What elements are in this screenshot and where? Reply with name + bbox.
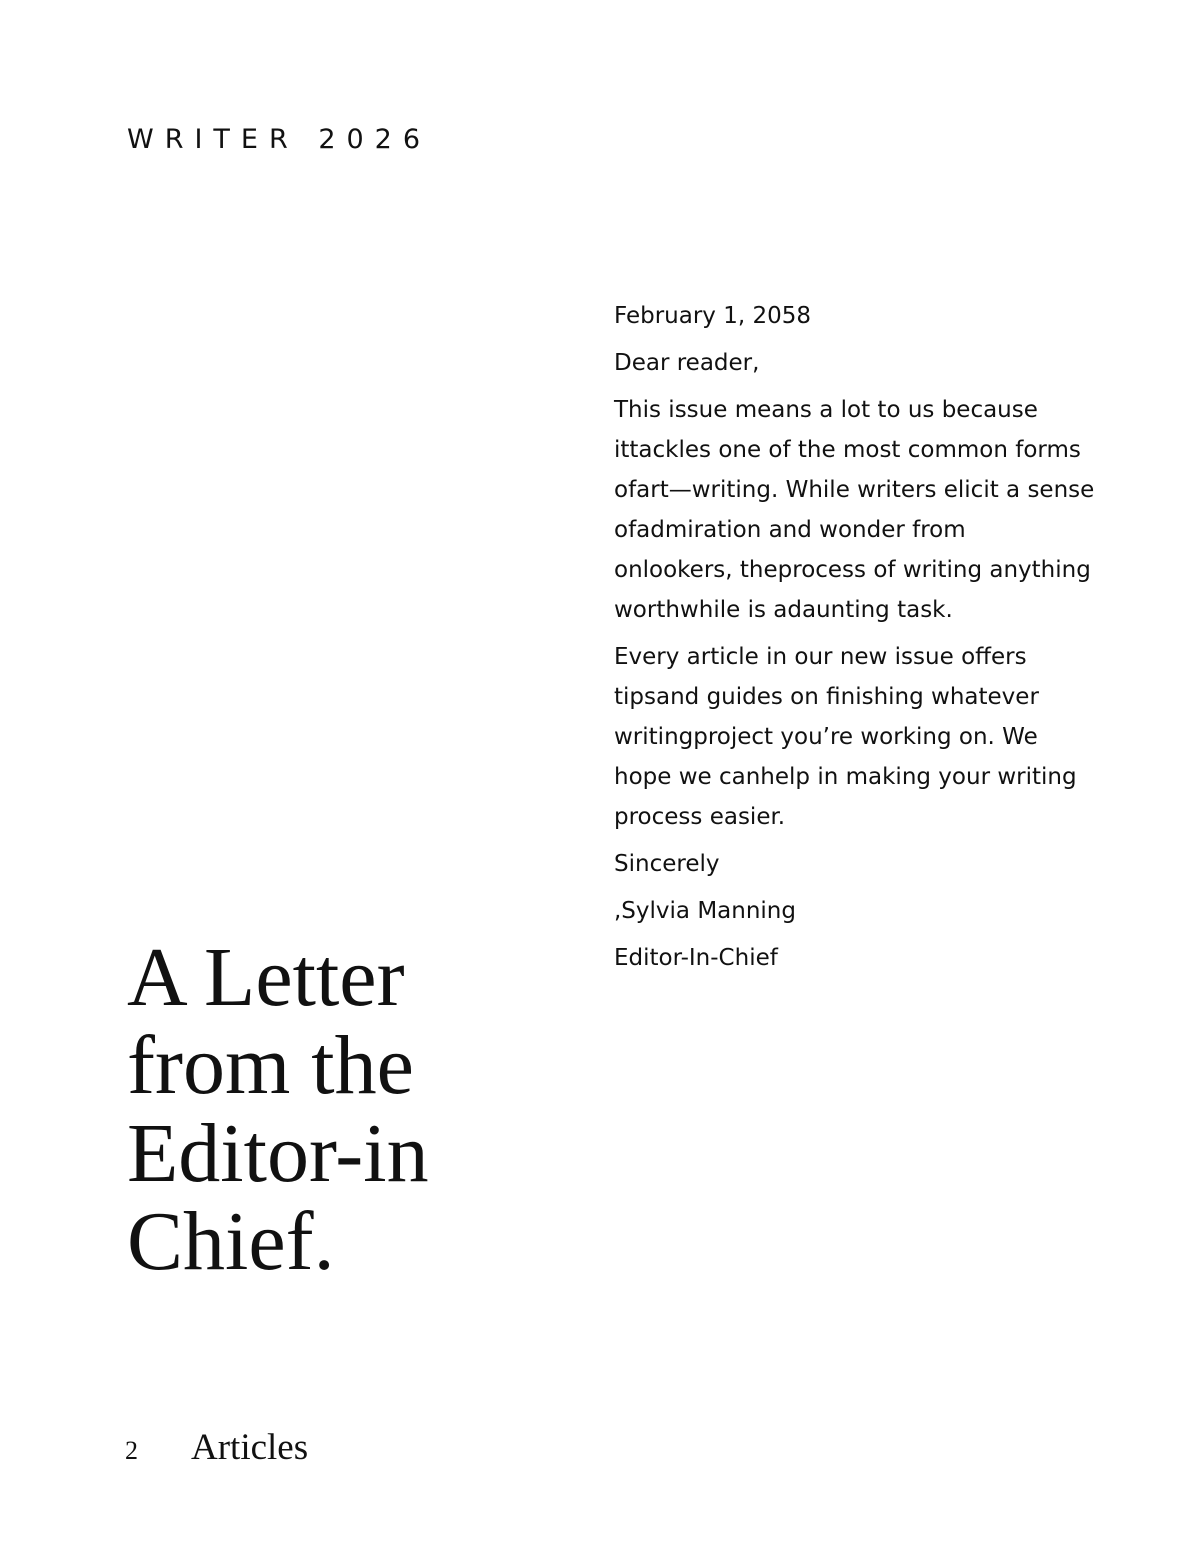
letter-paragraph-2 [614,637,1144,837]
paragraph-line: ofart—writing. While writers elicit a sense [614,477,1095,503]
letter-closing: Sincerely [614,851,720,877]
letter-paragraph-1 [614,390,1144,630]
page-number: 2 [125,1436,138,1465]
paragraph-line: onlookers, theprocess of writing anything [614,557,1091,583]
headline-line: from the [127,1019,414,1112]
paragraph-line: worthwhile is adaunting task. [614,597,953,623]
editor-letter [614,296,1144,985]
paragraph-line: This issue means a lot to us because [614,397,1038,423]
paragraph-line: ittackles one of the most common forms [614,437,1081,463]
letter-salutation: Dear reader, [614,350,760,376]
letter-date: February 1, 2058 [614,303,812,329]
page-footer [125,1426,308,1469]
masthead-title: WRITER 2026 [127,124,432,155]
paragraph-line: writingproject you’re working on. We [614,724,1038,750]
paragraph-line: Every article in our new issue offers [614,644,1027,670]
headline-line: Editor-in [127,1107,429,1200]
paragraph-line: tipsand guides on finishing whatever [614,684,1039,710]
paragraph-line: ofadmiration and wonder from [614,517,966,543]
letter-signature: ,Sylvia Manning [614,898,796,924]
paragraph-line: process easier. [614,804,786,830]
paragraph-line: hope we canhelp in making your writing [614,764,1077,790]
headline-line: A Letter [127,931,405,1024]
letter-signer-title: Editor-In-Chief [614,945,778,971]
page-headline [127,931,547,1288]
section-name: Articles [191,1427,309,1468]
headline-line: Chief. [127,1195,335,1288]
